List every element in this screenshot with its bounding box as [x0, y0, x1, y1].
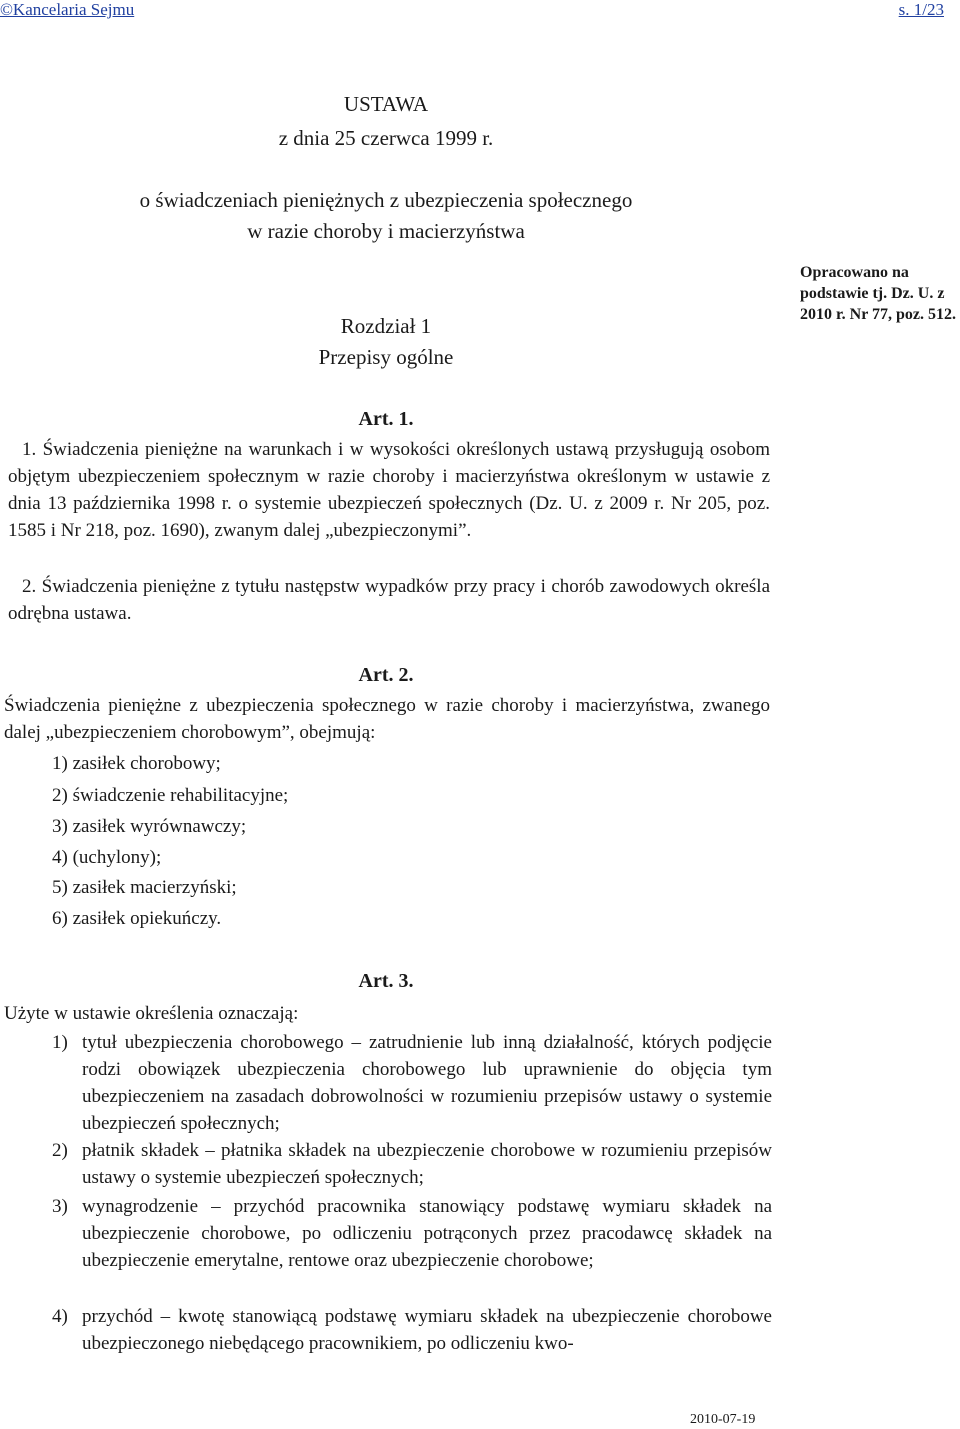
- art1-paragraph-2: 2. Świadczenia pieniężne z tytułu następstw wypadków przy pracy i chorób zawodowych określa odrębna ustawa.: [8, 576, 770, 624]
- definition-text: płatnik składek – płatnika składek na ubezpieczenie chorobowe w rozumieniu przepisów ustawy o systemie ubezpieczeń społecznych;: [82, 1140, 772, 1188]
- art3-heading: Art. 3.: [358, 970, 414, 992]
- definition-text: przychód – kwotę stanowiącą podstawę wymiaru składek na ubezpieczenie chorobowe ubezpieczonego niebędącego pracownikiem, po odliczeniu kwo-: [82, 1306, 772, 1354]
- art3-definition: [52, 1137, 772, 1191]
- header-copyright[interactable]: [0, 0, 134, 20]
- art2-item: 3) zasiłek wyrównawczy;: [52, 816, 247, 837]
- art2-item: 6) zasiłek opiekuńczy.: [52, 908, 222, 929]
- act-date: z dnia 25 czerwca 1999 r.: [278, 126, 494, 150]
- art2-intro: Świadczenia pieniężne z ubezpieczenia społecznego w razie choroby i macierzyństwa, zwanego dalej „ubezpieczeniem chorobowym”, obejmują:: [4, 695, 770, 743]
- art2-item: 1) zasiłek chorobowy;: [52, 753, 221, 774]
- art2-heading: Art. 2.: [358, 664, 414, 686]
- art3-definition: [52, 1193, 772, 1274]
- definition-number: 4): [52, 1306, 68, 1327]
- art3-definition: [52, 1029, 772, 1137]
- footer-date: 2010-07-19: [690, 1412, 756, 1427]
- act-subject-line2: w razie choroby i macierzyństwa: [247, 219, 525, 243]
- art1-paragraph-1: 1. Świadczenia pieniężne na warunkach i w wysokości określonych ustawą przysługują osobom objętym ubezpieczeniem społecznym w razie choroby i macierzyństwa określonym w ustawie z dnia 13 października 1998 r. o systemie ubezpieczeń społecznych (Dz. U. z 2009 r. Nr 205, poz. 1585 i Nr 218, poz. 1690), zwanym dalej „ubezpieczonymi”.: [8, 439, 770, 541]
- definition-number: 3): [52, 1196, 68, 1217]
- header-page-number[interactable]: [899, 0, 944, 20]
- definition-text: wynagrodzenie – przychód pracownika stanowiący podstawę wymiaru składek na ubezpieczenie chorobowe, po odliczeniu potrąconych przez pracodawcę składek na ubezpieczenie emerytalne, rentowe oraz ubezpieczenie chorobowe;: [82, 1196, 772, 1271]
- chapter-name: Przepisy ogólne: [318, 345, 454, 369]
- act-type: USTAWA: [343, 92, 429, 116]
- definition-text: tytuł ubezpieczenia chorobowego – zatrudnienie lub inną działalność, których podjęcie rodzi obowiązek ubezpieczenia chorobowego lub uprawnienie do objęcia tym ubezpieczeniem na zasadach dobrowolności w rozumieniu przepisów ustawy o systemie ubezpieczeń społecznych;: [82, 1032, 772, 1134]
- definition-number: 2): [52, 1140, 68, 1161]
- art1-heading: Art. 1.: [358, 408, 414, 430]
- art2-item: 2) świadczenie rehabilitacyjne;: [52, 785, 289, 806]
- source-note: Opracowano na podstawie tj. Dz. U. z 2010 r. Nr 77, poz. 512.: [800, 264, 956, 323]
- page-number-link[interactable]: s. 1/23: [898, 0, 944, 19]
- copyright-link[interactable]: ©Kancelaria Sejmu: [0, 0, 135, 19]
- art3-intro: Użyte w ustawie określenia oznaczają:: [4, 1003, 299, 1024]
- chapter-number: Rozdział 1: [340, 314, 432, 338]
- art2-item: 4) (uchylony);: [52, 847, 162, 868]
- art3-definition: [52, 1303, 772, 1357]
- act-subject-line1: o świadczeniach pieniężnych z ubezpieczenia społecznego: [139, 188, 633, 212]
- art2-item: 5) zasiłek macierzyński;: [52, 877, 237, 898]
- definition-number: 1): [52, 1032, 68, 1053]
